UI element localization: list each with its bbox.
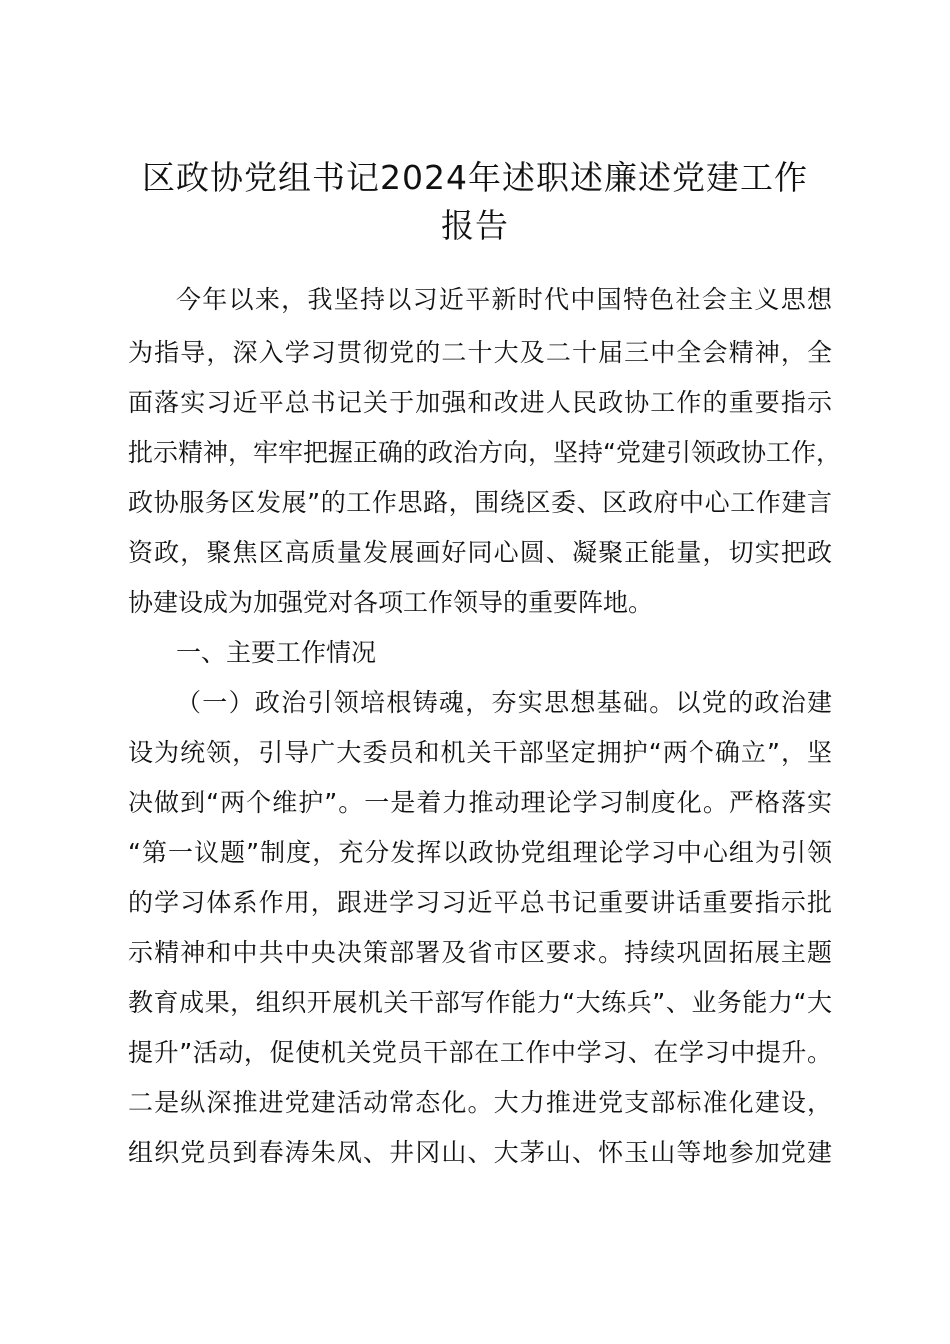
paragraph-line: 决做到“两个维护”。一是着力推动理论学习制度化。严格落实 — [128, 788, 832, 817]
paragraph-line: 批示精神，牢牢把握正确的政治方向，坚持“党建引领政协工作， — [128, 438, 841, 467]
paragraph-line: 资政，聚焦区高质量发展画好同心圆、凝聚正能量，切实把政 — [128, 538, 832, 567]
paragraph-line: 设为统领，引导广大委员和机关干部坚定拥护“两个确立”，坚 — [128, 738, 832, 767]
paragraph-line: 组织党员到春涛朱凤、井冈山、大茅山、怀玉山等地参加党建 — [128, 1138, 832, 1167]
document-title-line-2: 报告 — [441, 206, 509, 245]
paragraph-line: 的学习体系作用，跟进学习习近平总书记重要讲话重要指示批 — [128, 888, 832, 917]
section-heading: 一、主要工作情况 — [176, 638, 377, 667]
paragraph-line: 二是纵深推进党建活动常态化。大力推进党支部标准化建设， — [128, 1088, 832, 1117]
paragraph-line: “第一议题”制度，充分发挥以政协党组理论学习中心组为引领 — [128, 838, 832, 867]
paragraph-line: 面落实习近平总书记关于加强和改进人民政协工作的重要指示 — [128, 388, 832, 417]
paragraph-line: 提升”活动，促使机关党员干部在工作中学习、在学习中提升。 — [128, 1038, 832, 1067]
paragraph-line: 教育成果，组织开展机关干部写作能力“大练兵”、业务能力“大 — [128, 988, 832, 1017]
paragraph-line: 协建设成为加强党对各项工作领导的重要阵地。 — [128, 588, 654, 617]
document-title-line-1: 区政协党组书记2024年述职述廉述党建工作 — [142, 158, 808, 197]
paragraph-line: 今年以来，我坚持以习近平新时代中国特色社会主义思想 — [176, 285, 832, 314]
paragraph-line: （一）政治引领培根铸魂，夯实思想基础。以党的政治建 — [176, 688, 832, 717]
paragraph-line: 为指导，深入学习贯彻党的二十大及二十届三中全会精神，全 — [128, 338, 832, 367]
paragraph-line: 政协服务区发展”的工作思路，围绕区委、区政府中心工作建言 — [128, 488, 832, 517]
paragraph-line: 示精神和中共中央决策部署及省市区要求。持续巩固拓展主题 — [128, 938, 832, 967]
